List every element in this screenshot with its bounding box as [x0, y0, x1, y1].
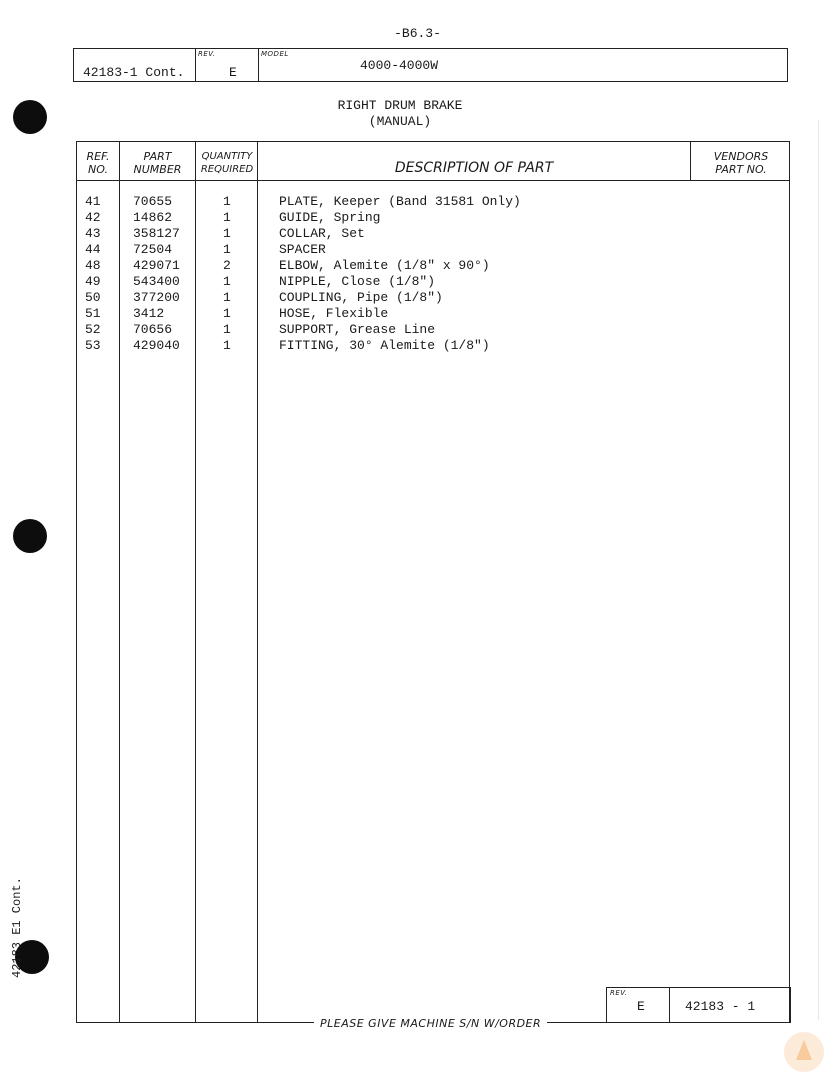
- ref-cell: 41: [85, 194, 101, 209]
- desc-cell: NIPPLE, Close (1/8"): [279, 274, 436, 289]
- part-cell: 14862: [133, 210, 173, 225]
- footer-rev-divider: [669, 988, 670, 1022]
- section-title: RIGHT DRUM BRAKE: [337, 98, 463, 113]
- model-label: MODEL: [261, 50, 289, 58]
- table-row: [77, 194, 791, 210]
- col-header-description: DESCRIPTION OF PART: [394, 160, 554, 176]
- ref-cell: 51: [85, 306, 101, 321]
- table-row: [77, 290, 791, 306]
- side-note: 42183 E1 Cont.: [10, 877, 24, 978]
- footer-rev-box: [606, 987, 791, 1023]
- col-header-ref: REF. NO.: [86, 150, 110, 176]
- footer-doc-number: 42183 - 1: [685, 999, 756, 1014]
- header-divider: [258, 49, 259, 81]
- header-rule: [77, 180, 789, 181]
- rev-value: E: [229, 65, 237, 80]
- footer-notice: PLEASE GIVE MACHINE S/N W/ORDER: [314, 1017, 547, 1030]
- qty-cell: 1: [223, 290, 231, 305]
- ref-cell: 43: [85, 226, 101, 241]
- part-cell: 358127: [133, 226, 180, 241]
- page-number: -B6.3-: [394, 26, 441, 41]
- part-cell: 3412: [133, 306, 165, 321]
- desc-cell: COUPLING, Pipe (1/8"): [279, 290, 443, 305]
- desc-cell: COLLAR, Set: [279, 226, 365, 241]
- part-cell: 377200: [133, 290, 180, 305]
- col-header-qty: QUANTITY REQUIRED: [200, 151, 254, 175]
- desc-cell: HOSE, Flexible: [279, 306, 389, 321]
- table-row: [77, 242, 791, 258]
- ref-cell: 49: [85, 274, 101, 289]
- watermark-logo: [782, 1030, 826, 1074]
- model-value: 4000-4000W: [360, 58, 439, 73]
- section-subtitle: (MANUAL): [368, 114, 432, 129]
- header-divider: [195, 49, 196, 81]
- part-cell: 70655: [133, 194, 173, 209]
- col-header-part: PART NUMBER: [133, 150, 182, 176]
- desc-cell: SPACER: [279, 242, 326, 257]
- qty-cell: 1: [223, 226, 231, 241]
- table-row: [77, 274, 791, 290]
- part-cell: 429040: [133, 338, 180, 353]
- qty-cell: 2: [223, 258, 231, 273]
- desc-cell: ELBOW, Alemite (1/8" x 90°): [279, 258, 490, 273]
- parts-table: [76, 141, 790, 1023]
- part-cell: 72504: [133, 242, 173, 257]
- qty-cell: 1: [223, 242, 231, 257]
- punch-hole: [13, 519, 47, 553]
- qty-cell: 1: [223, 210, 231, 225]
- table-row: [77, 338, 791, 354]
- desc-cell: PLATE, Keeper (Band 31581 Only): [279, 194, 521, 209]
- footer-rev-label: REV.: [610, 989, 628, 997]
- footer-rev-value: E: [637, 999, 645, 1014]
- qty-cell: 1: [223, 338, 231, 353]
- rev-label: REV.: [198, 50, 216, 58]
- qty-cell: 1: [223, 306, 231, 321]
- ref-cell: 44: [85, 242, 101, 257]
- part-cell: 70656: [133, 322, 173, 337]
- table-row: [77, 322, 791, 338]
- ref-cell: 53: [85, 338, 101, 353]
- page-edge: [818, 120, 819, 1020]
- ref-cell: 42: [85, 210, 101, 225]
- qty-cell: 1: [223, 194, 231, 209]
- ref-cell: 50: [85, 290, 101, 305]
- table-row: [77, 306, 791, 322]
- table-row: [77, 226, 791, 242]
- ref-cell: 48: [85, 258, 101, 273]
- col-header-vendors: VENDORS PART NO.: [713, 150, 769, 176]
- table-row: [77, 210, 791, 226]
- desc-cell: FITTING, 30° Alemite (1/8"): [279, 338, 490, 353]
- qty-cell: 1: [223, 274, 231, 289]
- ref-cell: 52: [85, 322, 101, 337]
- table-row: [77, 258, 791, 274]
- part-cell: 429071: [133, 258, 180, 273]
- header-box: [73, 48, 788, 82]
- qty-cell: 1: [223, 322, 231, 337]
- desc-cell: GUIDE, Spring: [279, 210, 381, 225]
- punch-hole: [13, 100, 47, 134]
- desc-cell: SUPPORT, Grease Line: [279, 322, 436, 337]
- part-cell: 543400: [133, 274, 180, 289]
- part-ref: 42183-1 Cont.: [83, 65, 185, 80]
